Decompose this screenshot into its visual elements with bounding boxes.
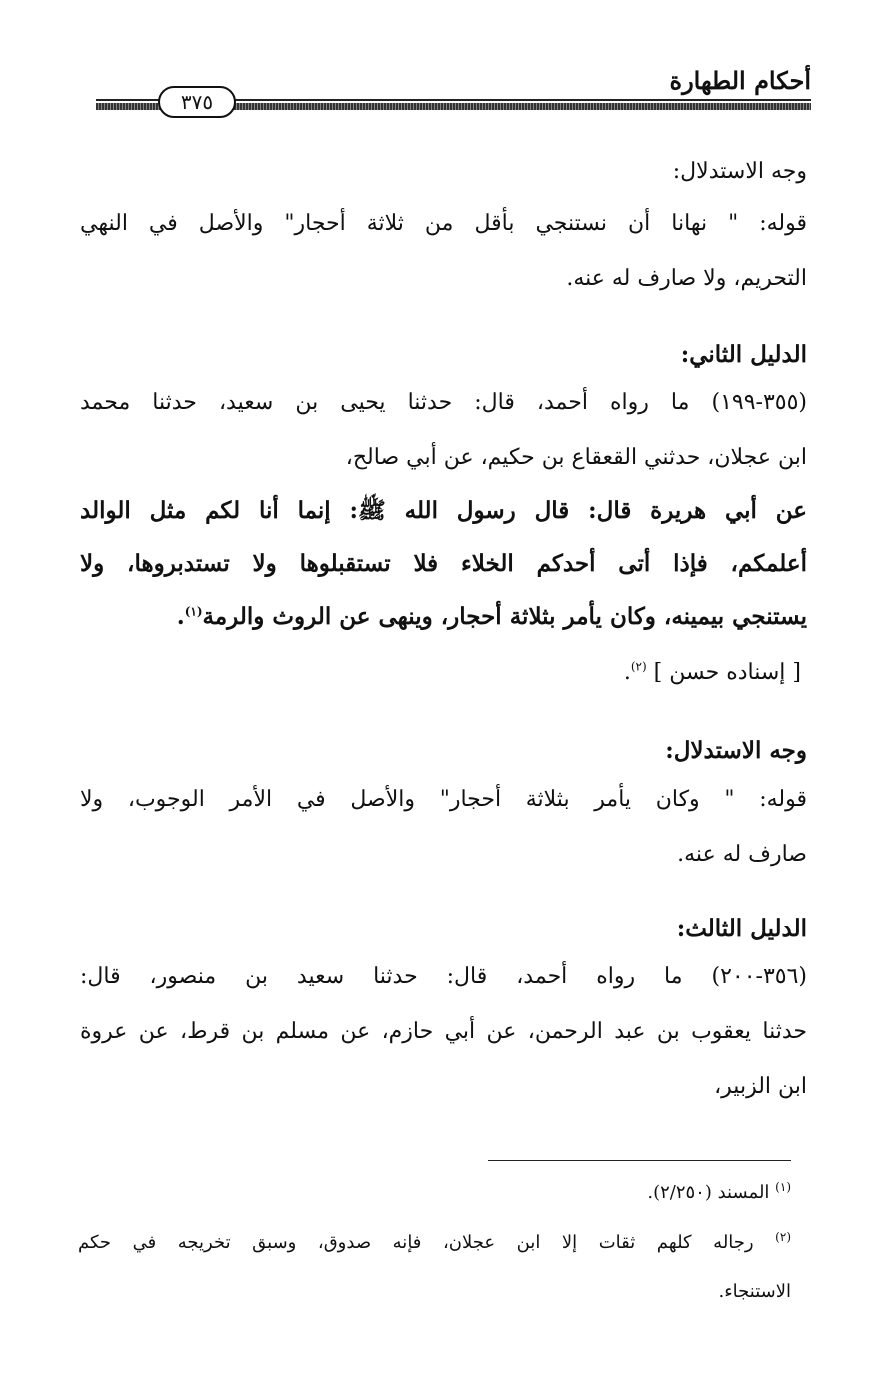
- period: .: [176, 603, 185, 630]
- hadith-text-line: [177, 602, 807, 632]
- footnote-2: [78, 1230, 791, 1256]
- body-line: صارف له عنه.: [677, 842, 807, 867]
- footnote-separator: [488, 1160, 791, 1161]
- grading-line: [624, 658, 801, 688]
- section-heading-inference-2: وجه الاستدلال:: [665, 737, 807, 764]
- body-line: التحريم، ولا صارف له عنه.: [566, 266, 807, 291]
- footnote-2-marker: (٢): [775, 1230, 791, 1244]
- footnote-1: [647, 1180, 791, 1206]
- running-title: أحكام الطهارة: [669, 66, 811, 95]
- period: .: [623, 660, 631, 685]
- hadith-chain-line: ابن عجلان، حدثني القعقاع بن حكيم، عن أبي صالح،: [345, 445, 807, 470]
- body-line: قوله: " وكان يأمر بثلاثة أحجار" والأصل في الأمر الوجوب، ولا: [80, 787, 807, 812]
- footnote-ref-1: (١): [184, 604, 203, 619]
- hadith-chain-line: (٣٥٦-٢٠٠) ما رواه أحمد، قال: حدثنا سعيد بن منصور، قال:: [80, 964, 807, 989]
- page-number: ٣٧٥: [158, 86, 236, 118]
- hadith-text-line: أعلمكم، فإذا أتى أحدكم الخلاء فلا تستقبلوها ولا تستدبروها، ولا: [80, 550, 807, 577]
- body-line: قوله: " نهانا أن نستنجي بأقل من ثلاثة أحجار" والأصل في النهي: [80, 211, 807, 236]
- footnote-ref-2: (٢): [630, 659, 647, 674]
- footnote-2-continuation: الاستنجاء.: [718, 1281, 791, 1302]
- grading-text: [ إسناده حسن ]: [653, 660, 801, 685]
- hadith-chain-line: ابن الزبير،: [714, 1074, 807, 1099]
- hadith-text: يستنجي بيمينه، وكان يأمر بثلاثة أحجار، وينهى عن الروث والرمة: [202, 603, 807, 630]
- hadith-text-line: عن أبي هريرة قال: قال رسول الله ﷺ: إنما أنا لكم مثل الوالد: [80, 497, 807, 524]
- hadith-chain-line: (٣٥٥-١٩٩) ما رواه أحمد، قال: حدثنا يحيى بن سعيد، حدثنا محمد: [80, 390, 807, 415]
- footnote-2-text: رجاله كلهم ثقات إلا ابن عجلان، فإنه صدوق، وسبق تخريجه في حكم: [78, 1232, 754, 1253]
- hadith-chain-line: حدثنا يعقوب بن عبد الرحمن، عن أبي حازم، عن مسلم بن قرط، عن عروة: [80, 1019, 807, 1044]
- footnote-1-text: المسند (٢/٢٥٠).: [647, 1182, 770, 1203]
- section-heading-evidence-3: الدليل الثالث:: [676, 915, 807, 942]
- section-heading-inference-1: وجه الاستدلال:: [672, 159, 807, 184]
- section-heading-evidence-2: الدليل الثاني:: [680, 341, 807, 368]
- footnote-1-marker: (١): [775, 1180, 791, 1194]
